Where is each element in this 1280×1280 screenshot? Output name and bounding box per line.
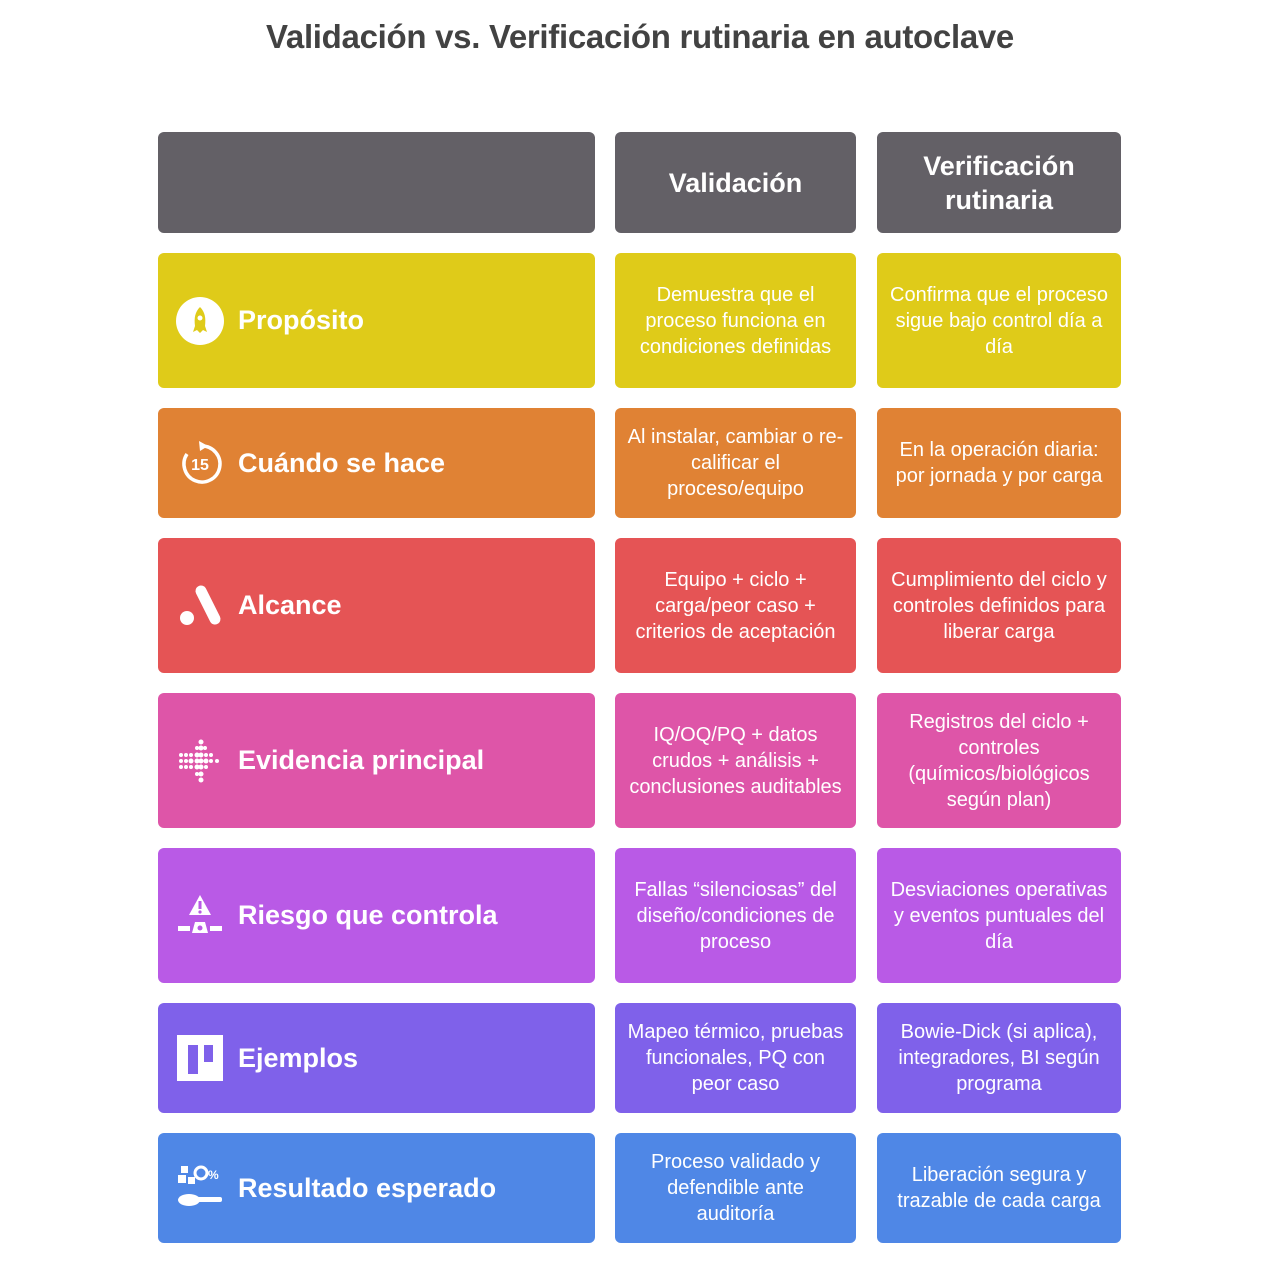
svg-text:%: % (208, 1168, 219, 1182)
cell-verificacion: Cumplimiento del ciclo y controles definidos para liberar carga (877, 538, 1121, 673)
row-label-cuando (158, 408, 595, 518)
result-scale-icon (174, 1162, 226, 1214)
row-label-text: Cuándo se hace (238, 447, 446, 478)
warning-risk-icon (174, 890, 226, 942)
cell-verificacion: Desviaciones operativas y eventos puntuales del día (877, 848, 1121, 983)
row-label-text: Ejemplos (238, 1042, 359, 1073)
cell-validacion: Proceso validado y defendible ante auditoría (615, 1133, 856, 1243)
header-empty-cell (158, 132, 595, 233)
timer-15-icon (174, 437, 226, 489)
svg-text:15: 15 (191, 457, 209, 474)
header-validacion: Validación (615, 132, 856, 233)
row-label-text: Propósito (238, 305, 364, 335)
scope-icon (174, 580, 226, 632)
row-label-text: Riesgo que controla (238, 900, 498, 930)
cell-validacion: Al instalar, cambiar o re-calificar el proceso/equipo (615, 408, 856, 518)
cell-verificacion: Liberación segura y trazable de cada carga (877, 1133, 1121, 1243)
cell-validacion: IQ/OQ/PQ + datos crudos + análisis + conclusiones auditables (615, 693, 856, 828)
row-label-riesgo (158, 848, 595, 983)
cell-verificacion: En la operación diaria: por jornada y por carga (877, 408, 1121, 518)
dots-arrow-icon (174, 735, 226, 787)
row-label-text: Evidencia principal (238, 745, 485, 775)
cell-validacion: Equipo + ciclo + carga/peor caso + criterios de aceptación (615, 538, 856, 673)
cell-validacion: Fallas “silenciosas” del diseño/condiciones de proceso (615, 848, 856, 983)
row-label-ejemplos (158, 1003, 595, 1113)
row-label-proposito (158, 253, 595, 388)
row-label-evidencia (158, 693, 595, 828)
row-label-alcance (158, 538, 595, 673)
rocket-icon (174, 295, 226, 347)
cell-validacion: Mapeo térmico, pruebas funcionales, PQ con peor caso (615, 1003, 856, 1113)
page-title: Validación vs. Verificación rutinaria en autoclave (266, 18, 1014, 55)
header-verificacion: Verificación rutinaria (877, 132, 1121, 233)
row-label-text: Alcance (238, 590, 342, 620)
cell-verificacion: Confirma que el proceso sigue bajo control día a día (877, 253, 1121, 388)
cell-validacion: Demuestra que el proceso funciona en condiciones definidas (615, 253, 856, 388)
cell-verificacion: Bowie-Dick (si aplica), integradores, BI según programa (877, 1003, 1121, 1113)
row-label-text: Resultado esperado (238, 1172, 497, 1203)
board-icon (174, 1032, 226, 1084)
cell-verificacion: Registros del ciclo + controles (químicos/biológicos según plan) (877, 693, 1121, 828)
row-label-resultado (158, 1133, 595, 1243)
